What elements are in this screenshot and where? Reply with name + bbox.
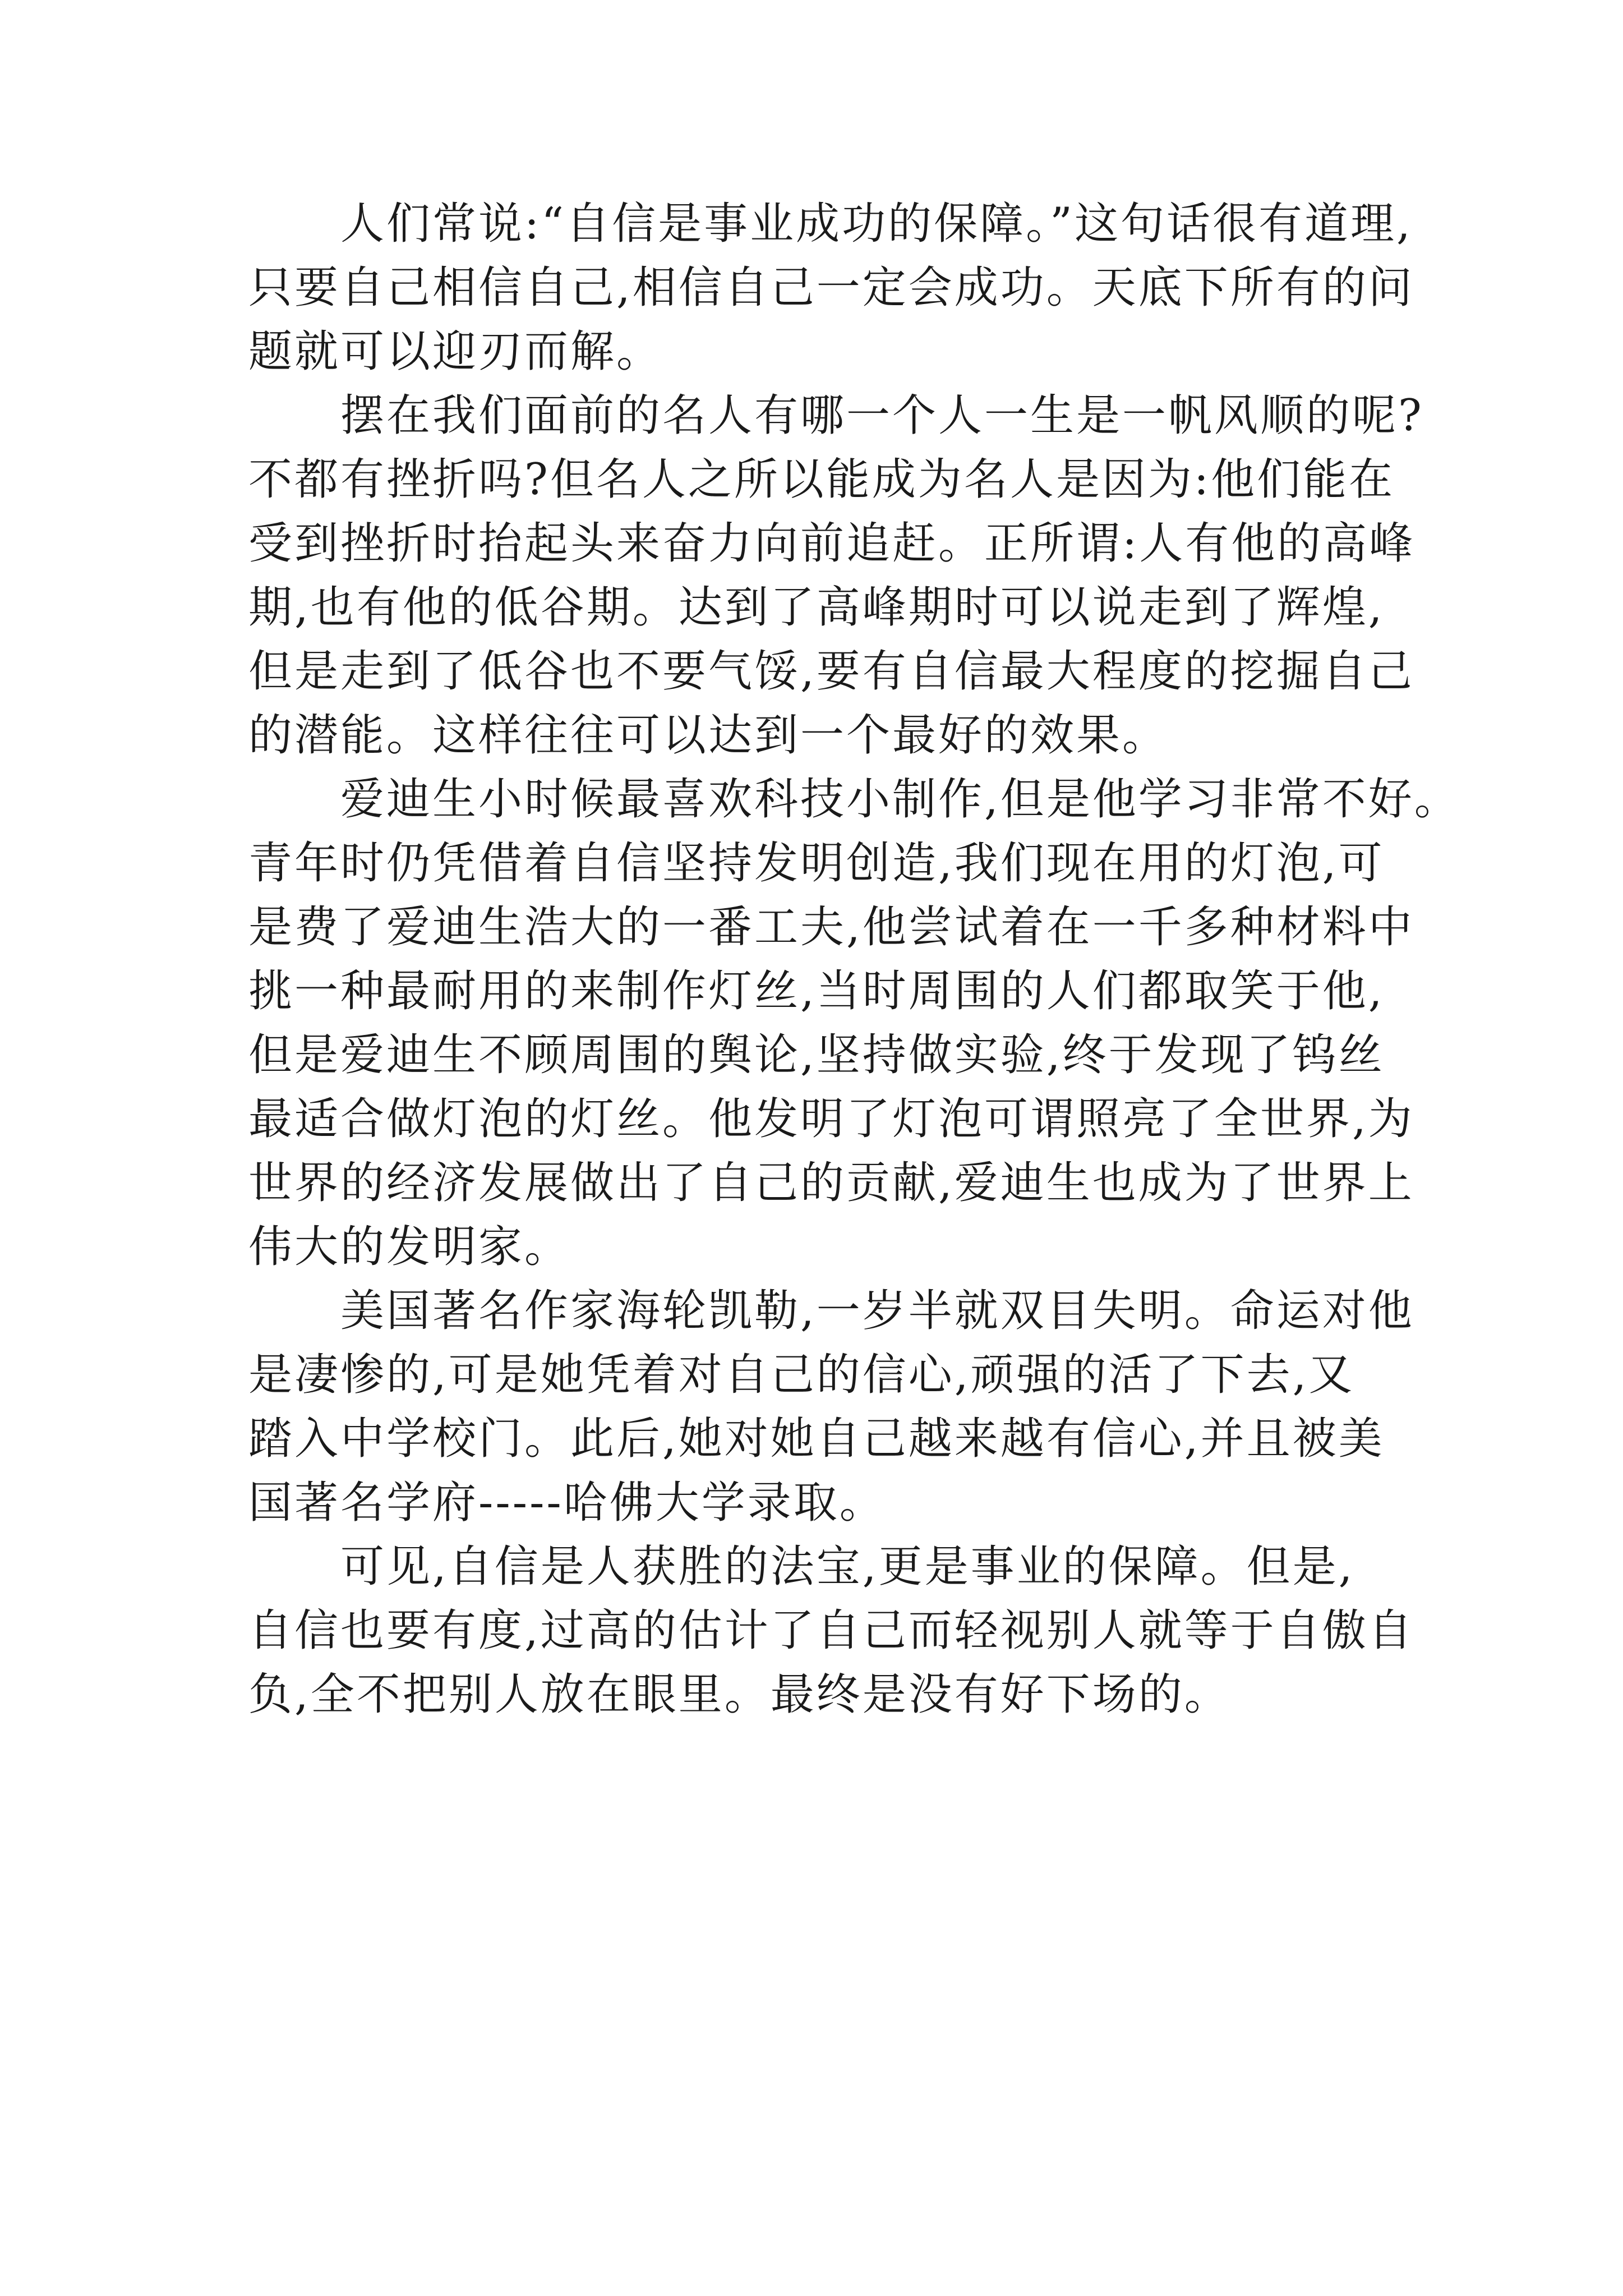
text-line: 不都有挫折吗?但名人之所以能成为名人是因为:他们能在 [248, 454, 1395, 505]
text-line: 青年时仍凭借着自信坚持发明创造,我们现在用的灯泡,可 [248, 838, 1385, 889]
text-line: 国著名学府-----哈佛大学录取。 [248, 1478, 886, 1528]
text-line: 世界的经济发展做出了自己的贡献,爱迪生也成为了世界上 [248, 1158, 1414, 1208]
paragraph [248, 1279, 1414, 1535]
paragraph [248, 192, 1414, 384]
text-line: 自信也要有度,过高的估计了自己而轻视别人就等于自傲自 [248, 1605, 1414, 1656]
text-line: 受到挫折时抬起头来奋力向前追赶。正所谓:人有他的高峰 [248, 518, 1415, 569]
text-line: 题就可以迎刃而解。 [248, 326, 663, 377]
text-line: 美国著名作家海轮凯勒,一岁半就双目失明。命运对他 [340, 1286, 1414, 1336]
text-line: 是费了爱迪生浩大的一番工夫,他尝试着在一千多种材料中 [248, 902, 1414, 953]
text-line: 但是走到了低谷也不要气馁,要有自信最大程度的挖掘自己 [248, 646, 1414, 697]
paragraph [248, 384, 1424, 767]
text-line: 人们常说:“自信是事业成功的保障。”这句话很有道理, [340, 199, 1413, 249]
paragraph [248, 1535, 1414, 1727]
text-line: 是凄惨的,可是她凭着对自己的信心,顽强的活了下去,又 [248, 1350, 1355, 1400]
text-line: 伟大的发明家。 [248, 1222, 571, 1272]
text-line: 爱迪生小时候最喜欢科技小制作,但是他学习非常不好。 [340, 774, 1460, 825]
text-line: 摆在我们面前的名人有哪一个人一生是一帆风顺的呢? [340, 390, 1424, 441]
text-line: 踏入中学校门。此后,她对她自己越来越有信心,并且被美 [248, 1414, 1385, 1464]
text-line: 的潜能。这样往往可以达到一个最好的效果。 [248, 710, 1169, 761]
text-line: 挑一种最耐用的来制作灯丝,当时周围的人们都取笑于他, [248, 966, 1385, 1016]
text-line: 只要自己相信自己,相信自己一定会成功。天底下所有的问 [248, 263, 1414, 313]
text-line: 最适合做灯泡的灯丝。他发明了灯泡可谓照亮了全世界,为 [248, 1094, 1414, 1144]
text-line: 负,全不把别人放在眼里。最终是没有好下场的。 [248, 1669, 1230, 1720]
text-line: 但是爱迪生不顾周围的舆论,坚持做实验,终于发现了钨丝 [248, 1030, 1385, 1080]
text-line: 可见,自信是人获胜的法宝,更是事业的保障。但是, [340, 1542, 1355, 1592]
text-line: 期,也有他的低谷期。达到了高峰期时可以说走到了辉煌, [248, 582, 1385, 633]
document-body [248, 192, 1460, 1727]
paragraph [248, 767, 1460, 1279]
